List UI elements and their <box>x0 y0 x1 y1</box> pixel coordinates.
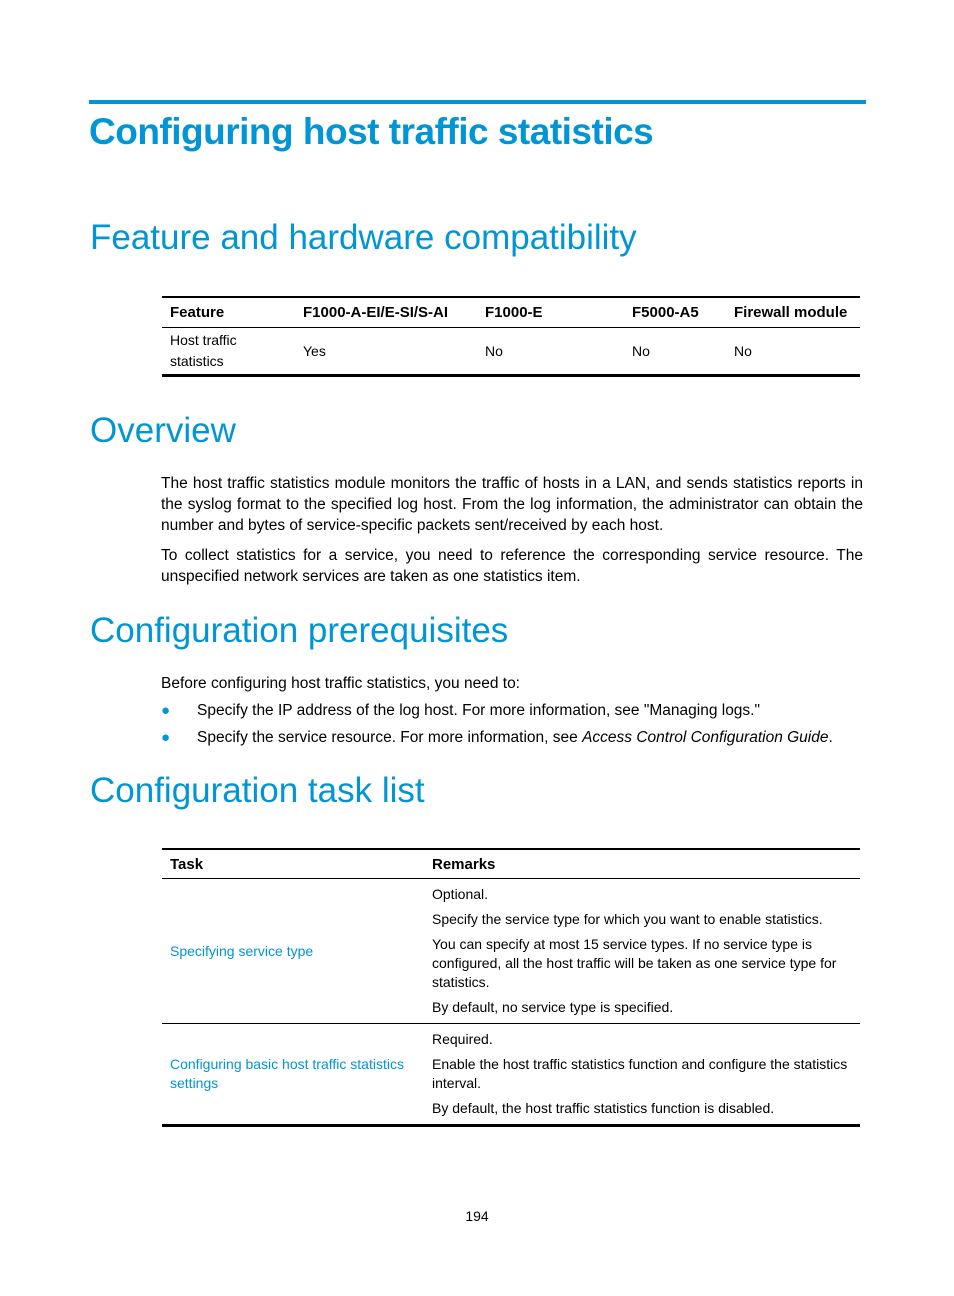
bullet-text-lead: Specify the service resource. For more information, see <box>197 729 583 746</box>
table-cell: No <box>477 328 624 376</box>
column-header: F5000-A5 <box>624 297 726 328</box>
bullet-text: Specify the IP address of the log host. For more information, see "Managing logs." <box>197 702 760 719</box>
remark-line: By default, the host traffic statistics function is disabled. <box>432 1100 775 1116</box>
prerequisites-intro: Before configuring host traffic statistics, you need to: <box>161 675 520 692</box>
section-title-overview: Overview <box>90 411 236 450</box>
bullet-icon: ● <box>161 702 171 719</box>
table-cell: Yes <box>295 328 477 376</box>
column-header: Task <box>162 849 424 879</box>
section-title-compatibility: Feature and hardware compatibility <box>90 218 637 257</box>
bullet-icon: ● <box>161 729 171 746</box>
table-header-row <box>162 297 860 328</box>
table-row <box>162 328 860 376</box>
chapter-top-rule <box>89 100 866 104</box>
chapter-title: Configuring host traffic statistics <box>89 111 654 152</box>
task-link-configuring-basic-settings[interactable]: Configuring basic host traffic statistics settings <box>170 1056 404 1091</box>
table-row <box>162 1024 860 1126</box>
overview-paragraph: The host traffic statistics module monitors the traffic of hosts in a LAN, and sends statistics reports in the syslog format to the specified log host. From the log information, the administrator can obtain the number and bytes of service-specific packets sent/received by each host. <box>161 475 863 534</box>
task-table <box>162 848 860 1127</box>
page-number: 194 <box>465 1208 489 1224</box>
remarks-cell <box>424 879 860 1024</box>
remark-line: Required. <box>432 1031 493 1047</box>
remark-line: You can specify at most 15 service types. If no service type is configured, all the host traffic will be taken as one service type for statistics. <box>432 936 837 990</box>
table-cell: No <box>624 328 726 376</box>
column-header: Remarks <box>424 849 860 879</box>
task-cell <box>162 879 424 1024</box>
compatibility-table <box>162 296 860 377</box>
section-title-task-list: Configuration task list <box>90 771 425 810</box>
table-cell: Host traffic statistics <box>162 328 295 376</box>
remark-line: Optional. <box>432 886 489 902</box>
column-header: F1000-E <box>477 297 624 328</box>
bullet-text <box>197 727 833 748</box>
section-title-prerequisites: Configuration prerequisites <box>90 611 509 650</box>
remark-line: Enable the host traffic statistics function and configure the statistics interval. <box>432 1056 848 1091</box>
table-cell: No <box>726 328 860 376</box>
guide-reference: Access Control Configuration Guide <box>582 729 829 746</box>
column-header: Feature <box>162 297 295 328</box>
task-link-specifying-service-type[interactable]: Specifying service type <box>170 942 314 959</box>
column-header: F1000-A-EI/E-SI/S-AI <box>295 297 477 328</box>
remarks-cell <box>424 1024 860 1126</box>
table-row <box>162 879 860 1024</box>
overview-paragraph: To collect statistics for a service, you need to reference the corresponding service resource. The unspecified network services are taken as one statistics item. <box>161 547 863 585</box>
table-header-row <box>162 849 860 879</box>
column-header: Firewall module <box>726 297 860 328</box>
remark-line: By default, no service type is specified. <box>432 999 674 1015</box>
task-cell <box>162 1024 424 1126</box>
bullet-text-tail: . <box>828 729 833 746</box>
remark-line: Specify the service type for which you want to enable statistics. <box>432 911 823 927</box>
